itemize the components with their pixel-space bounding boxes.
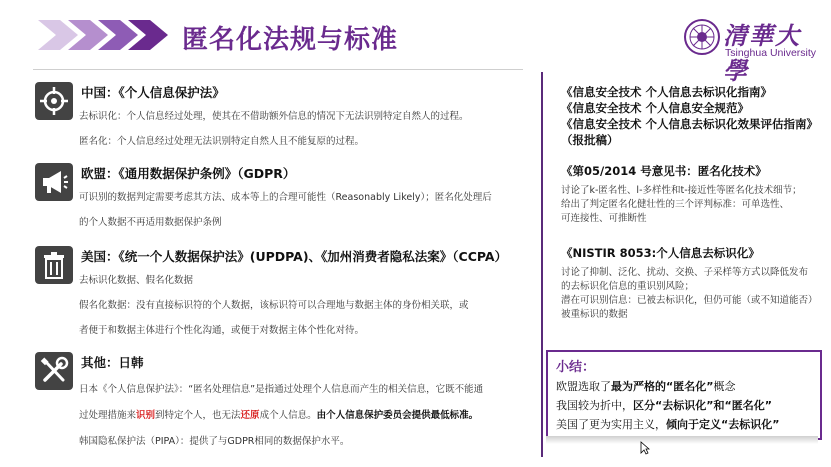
section-line-mixed bbox=[79, 407, 478, 421]
summary-title: 小结： bbox=[556, 360, 596, 375]
bold-run: 倾向于定义“去标识化” bbox=[666, 418, 780, 431]
tsinghua-logo bbox=[683, 16, 823, 85]
crosshair-icon bbox=[35, 82, 73, 120]
logo-chinese-name: 清華大學 bbox=[723, 21, 801, 85]
standard-note: （报批稿） bbox=[561, 133, 619, 147]
trash-icon bbox=[35, 246, 73, 284]
standard-title: 《信息安全技术 个人信息安全规范》 bbox=[561, 101, 750, 115]
bold-run: 由个人信息保护委员会提供最低标准。 bbox=[316, 410, 479, 421]
summary-line bbox=[556, 397, 772, 413]
summary-shadow bbox=[546, 436, 818, 444]
nist-line: 的去标识化信息的重识别风险； bbox=[561, 281, 695, 292]
nist-line: 被重标识的数据 bbox=[561, 309, 628, 320]
section-line: 去标识化：个人信息经过处理，使其在不借助额外信息的情况下无法识别特定自然人的过程。 bbox=[79, 111, 469, 122]
section-line: 者便于和数据主体进行个性化沟通，或便于对数据主体个性化对待。 bbox=[79, 325, 365, 336]
section-line: 日本《个人信息保护法》：“匿名处理信息”是指通过处理个人信息而产生的相关信息，它既不能通 bbox=[79, 384, 484, 395]
nist-heading: 《NISTIR 8053:个人信息去标识化》 bbox=[561, 246, 760, 260]
standard-title: 《信息安全技术 个人信息去标识化效果评估指南》 bbox=[561, 117, 819, 131]
section-heading: 中国：《个人信息保护法》 bbox=[81, 85, 225, 100]
megaphone-icon bbox=[35, 163, 73, 201]
section-line: 的个人数据不再适用数据保护条例 bbox=[79, 217, 222, 228]
university-seal-icon bbox=[683, 18, 721, 56]
text-run: 美国了更为实用主义， bbox=[556, 418, 666, 431]
section-line: 可识别的数据判定需要考虑其方法、成本等上的合理可能性（Reasonably Likely）；匿名化处理后 bbox=[79, 192, 492, 203]
header-divider bbox=[33, 69, 523, 70]
standard-title: 《信息安全技术 个人信息去标识化指南》 bbox=[561, 85, 773, 99]
section-line: 假名化数据：没有直接标识符的个人数据，该标识符可以合理地与数据主体的身份相关联，或 bbox=[79, 300, 469, 311]
tools-icon bbox=[35, 352, 73, 390]
wp-heading: 《第05/2014 号意见书：匿名化技术》 bbox=[561, 164, 767, 178]
section-line: 匿名化：个人信息经过处理无法识别特定自然人且不能复原的过程。 bbox=[79, 136, 365, 147]
section-line: 韩国隐私保护法（PIPA）：提供了与GDPR相同的数据保护水平。 bbox=[79, 436, 350, 447]
text-run: 我国较为折中， bbox=[556, 399, 633, 412]
nist-line: 潜在可识别信息：已被去标识化，但仍可能（或不知道能否） bbox=[561, 295, 818, 306]
section-heading: 其他：日韩 bbox=[81, 355, 144, 370]
text-run: 概念 bbox=[713, 380, 736, 393]
highlight-restore: 还原 bbox=[240, 410, 260, 421]
section-heading: 欧盟：《通用数据保护条例》（GDPR） bbox=[81, 166, 296, 181]
column-divider bbox=[541, 72, 543, 457]
section-line: 去标识化数据、假名化数据 bbox=[79, 275, 194, 286]
logo-english-name: Tsinghua University bbox=[725, 47, 817, 59]
highlight-identify: 识别 bbox=[136, 410, 156, 421]
text-run: 到特定个人，也无法 bbox=[155, 410, 241, 421]
summary-line bbox=[556, 378, 735, 394]
wp-line: 可连接性、可推断性 bbox=[561, 213, 647, 224]
summary-line bbox=[556, 416, 779, 432]
bold-run: 最为严格的“匿名化” bbox=[611, 380, 714, 393]
mouse-cursor-icon bbox=[640, 441, 650, 455]
header-chevrons bbox=[38, 18, 188, 52]
summary-box bbox=[546, 350, 822, 440]
section-heading: 美国：《统一个人数据保护法》(UPDPA)、《加州消费者隐私法案》（CCPA） bbox=[81, 249, 508, 264]
nist-line: 讨论了抑制、泛化、扰动、交换、子采样等方式以降低发布 bbox=[561, 267, 809, 278]
text-run: 欧盟选取了 bbox=[556, 380, 611, 393]
text-run: 成个人信息。 bbox=[259, 410, 317, 421]
wp-line: 给出了判定匿名化健壮性的三个评判标准：可单选性、 bbox=[561, 199, 790, 210]
bold-run: 区分“去标识化”和“匿名化” bbox=[633, 399, 772, 412]
text-run: 过处理措施来 bbox=[79, 410, 137, 421]
page-title: 匿名化法规与标准 bbox=[182, 25, 399, 55]
wp-line: 讨论了k-匿名性、l-多样性和t-接近性等匿名化技术细节； bbox=[561, 185, 802, 196]
